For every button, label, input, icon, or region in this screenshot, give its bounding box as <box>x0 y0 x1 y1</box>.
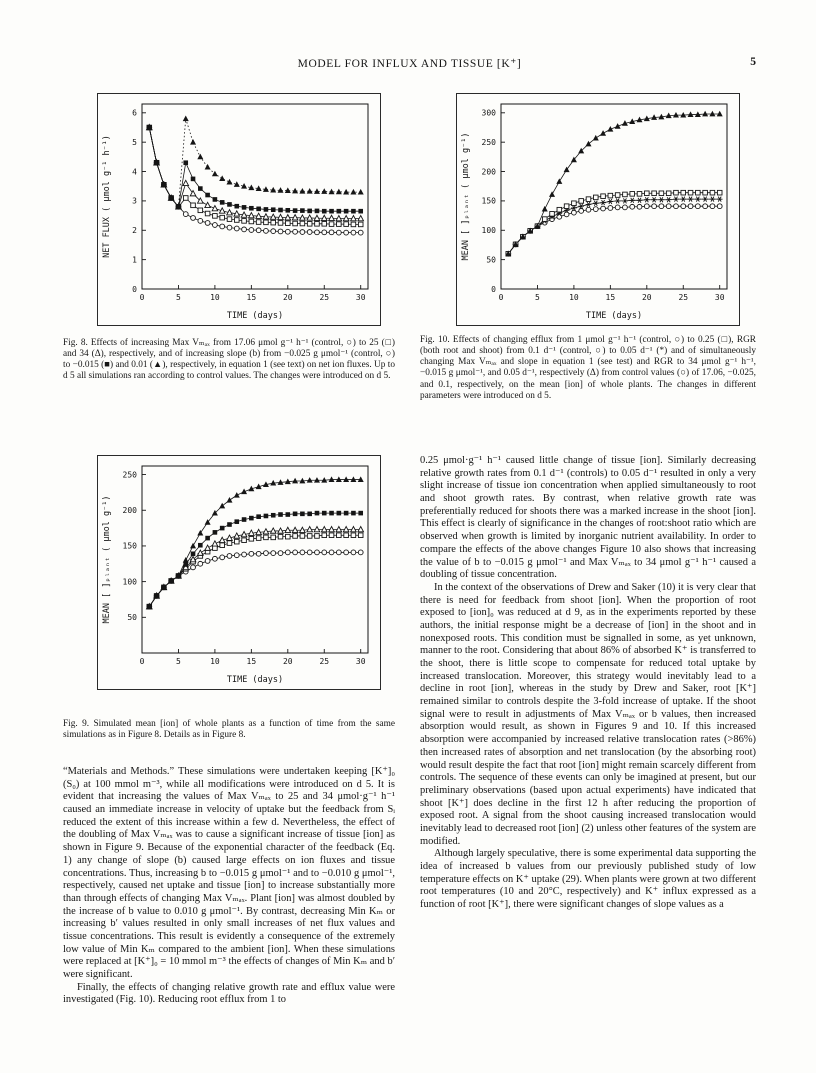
figure-10-plot <box>456 93 740 326</box>
svg-text:5: 5 <box>176 293 181 302</box>
svg-text:20: 20 <box>282 293 293 302</box>
svg-text:10: 10 <box>569 293 579 302</box>
paragraph: 0.25 μmol·g⁻¹ h⁻¹ caused little change of tissue [ion]. Similarly decreasing relative growth rates from 0.1 d⁻¹ (controls) to 0.05 d⁻¹ resulted in only a very slight increase of tissue ion concentration when applied simultaneously to root and shoot growth rates. By contrast, when relative growth rate was preferentially reduced for shoots there was a marked increase in the shoot [ion]. This effect is clearly of significance in the changes of root:shoot ratio which are observed when growth is limited by inorganic nutrient availability. In order to compare the effects of the above changes Figure 10 also shows that increasing the value of b to −0.015 g μmol⁻¹ and Max Vₘₐₓ to 34 μmol g⁻¹ h⁻¹ caused a doubling of tissue concentration. <box>420 455 756 581</box>
svg-text:1: 1 <box>132 255 137 265</box>
svg-text:250: 250 <box>481 137 496 147</box>
svg-text:50: 50 <box>127 613 137 623</box>
page-header <box>63 56 756 72</box>
svg-text:5: 5 <box>176 657 181 666</box>
svg-text:TIME (days): TIME (days) <box>226 311 284 321</box>
figure-9-caption: Fig. 9. Simulated mean [ion] of whole plants as a function of time from the same simulations as in Figure 8. Details as in Figure 8. <box>63 719 395 741</box>
svg-text:0: 0 <box>491 284 496 294</box>
svg-text:0: 0 <box>139 293 145 302</box>
svg-text:25: 25 <box>319 293 330 302</box>
svg-text:4: 4 <box>132 167 137 177</box>
svg-text:100: 100 <box>122 577 137 587</box>
svg-text:0: 0 <box>139 657 145 666</box>
page-title: MODEL FOR INFLUX AND TISSUE [K⁺] <box>297 58 522 70</box>
svg-text:TIME (days): TIME (days) <box>226 675 284 685</box>
svg-text:100: 100 <box>481 226 496 236</box>
svg-text:20: 20 <box>282 657 293 666</box>
svg-text:150: 150 <box>122 541 137 551</box>
svg-text:30: 30 <box>714 293 725 302</box>
svg-text:6: 6 <box>132 108 137 118</box>
svg-text:50: 50 <box>486 255 496 265</box>
svg-text:30: 30 <box>355 657 366 666</box>
figure-8-plot <box>97 93 381 326</box>
page-number: 5 <box>750 56 756 68</box>
svg-text:10: 10 <box>210 657 220 666</box>
svg-text:2: 2 <box>132 226 137 236</box>
figure-9-plot <box>97 455 381 690</box>
svg-text:150: 150 <box>481 196 496 206</box>
svg-text:10: 10 <box>210 293 220 302</box>
svg-text:20: 20 <box>641 293 652 302</box>
paragraph: Although largely speculative, there is some experimental data supporting the idea of increased b values from our previously published study of low temperature effects on K⁺ uptake (29). When plants were grown at two different root temperatures (10 and 20°C, respectively) and K⁺ influx expressed as a function of root [K⁺], there were significant changes of slope values as a <box>420 848 756 911</box>
figure-10-caption: Fig. 10. Effects of changing efflux from 1 μmol g⁻¹ h⁻¹ (control, ○) to 0.25 (□), RGR (both root and shoot) from 0.1 d⁻¹ (control, ○) to 0.05 d⁻¹ (*) and of simultaneously changing Max Vₘₐₓ and slope in equation 1 (see test) and RGR to 34 μmol g⁻¹ h⁻¹, −0.015 g μmol⁻¹, and 0.05 d⁻¹, respectively (Δ) from control values (○) of 17.06, −0.025, and 0.1, respectively, on the mean [ion] of whole plants. The changes in different parameters were introduced on d 5. <box>420 335 756 401</box>
svg-text:25: 25 <box>319 657 330 666</box>
svg-text:MEAN [ ]ₚₗₐₙₜ ( μmol g⁻¹): MEAN [ ]ₚₗₐₙₜ ( μmol g⁻¹) <box>461 132 471 261</box>
svg-text:3: 3 <box>132 196 137 206</box>
svg-text:0: 0 <box>498 293 504 302</box>
svg-text:5: 5 <box>132 137 137 147</box>
svg-text:25: 25 <box>678 293 689 302</box>
svg-text:200: 200 <box>122 506 137 516</box>
svg-text:NET FLUX ( μmol g⁻¹ h⁻¹): NET FLUX ( μmol g⁻¹ h⁻¹) <box>102 135 112 258</box>
svg-text:15: 15 <box>605 293 616 302</box>
svg-text:15: 15 <box>246 657 257 666</box>
paragraph: “Materials and Methods.” These simulations were undertaken keeping [K⁺]₀ (S₀) at 100 mmol m⁻³, while all modifications were introduced on d 5. It is evident that increasing the values of Max Vₘₐₓ to 25 and 34 μmol·g⁻¹ h⁻¹ caused an immediate increase in velocity of uptake but the feedback from Sᵢ reduced the extent of this increase within a few d. Nevertheless, the effect of the doubling of Max Vₘₐₓ was to cause a significant increase of tissue [ion] as shown in Figure 9. Because of the exponential character of the feedback (Eq. 1) any change of slope (b) caused large effects on ion fluxes and tissue concentrations. Thus, increasing b to −0.015 g μmol⁻¹ and to −0.010 g μmol⁻¹, respectively, caused net uptake and tissue [ion] to increase substantially more than through effects of changing Max Vₘₐₓ. Plant [ion] was almost doubled by the increase of b value to 0.010 g μmol⁻¹. By contrast, decreasing Min Kₘ or increasing b′ values resulted in only small increases of net flux values and tissue concentrations. This result is evidently a consequence of the extremely low value of Min Kₘ compared to the ambient [ion]. When these simulations were replaced at [K⁺]₀ = 10 mmol m⁻³ the effects of changes of Min Kₘ and b′ were significant. <box>63 766 395 980</box>
svg-text:200: 200 <box>481 167 496 177</box>
svg-text:300: 300 <box>481 108 496 118</box>
svg-text:30: 30 <box>355 293 366 302</box>
svg-text:0: 0 <box>132 284 137 294</box>
svg-text:15: 15 <box>246 293 257 302</box>
figure-8-caption: Fig. 8. Effects of increasing Max Vₘₐₓ from 17.06 μmol g⁻¹ h⁻¹ (control, ○) to 25 (□) and 34 (Δ), respectively, and of increasing slope (b) from −0.025 g μmol⁻¹ (control, ○) to −0.015 (■) and 0.01 (▲), respectively, in equation 1 (see text) on net ion fluxes. Up to d 5 all simulations ran according to control values. The changes were introduced on d 5. <box>63 338 395 382</box>
right-column-text <box>420 455 756 912</box>
left-column-text <box>63 766 395 1007</box>
svg-text:5: 5 <box>535 293 540 302</box>
paragraph: Finally, the effects of changing relative growth rate and efflux value were investigated (Fig. 10). Reducing root efflux from 1 to <box>63 981 395 1006</box>
paragraph: In the context of the observations of Drew and Saker (10) it is very clear that there is need for feedback from shoot [ion]. When the proportion of root exposed to [ion]₀ was reduced at d 9, as in the experiments reported by these authors, the initial response might be a decrease of [ion] in the shoot and in nonexposed roots. This condition must be signalled in some, as yet unknown, manner to the root. Considering that about 86% of absorbed K⁺ is transferred to the shoot, there is little scope to compensate for reduced total uptake by increased translocation. Moreover, this strategy would inevitably lead to a decline in root [ion], whereas in the study by Drew and Saker, root [K⁺] remained similar to controls despite the 3-fold increase of uptake. If the shoot signal were to result in adjustments of Max Vₘₐₓ or b values, then increased absorption would result, as shown in Figures 9 and 10. If this increased absorption were accompanied by increased relative translocation rates (>86%) then increased rates of absorption and net translocation (by the absorbing root) would result despite the fact that root [ion] might remain scarcely different from controls. The sequence of these events can only be imagined at present, but our preliminary observations (based upon actual experiments) have indicated that shoot [K⁺] does decline in the first 12 h after reducing the proportion of exposed root. A signal from the shoot causing increased translocation would inevitably lead to decreased root [ion] (2) unless other features of the system are modified. <box>420 581 756 847</box>
svg-text:250: 250 <box>122 470 137 480</box>
svg-text:TIME (days): TIME (days) <box>585 311 643 321</box>
svg-text:MEAN [ ]ₚₗₐₙₜ ( μmol g⁻¹): MEAN [ ]ₚₗₐₙₜ ( μmol g⁻¹) <box>102 495 112 624</box>
